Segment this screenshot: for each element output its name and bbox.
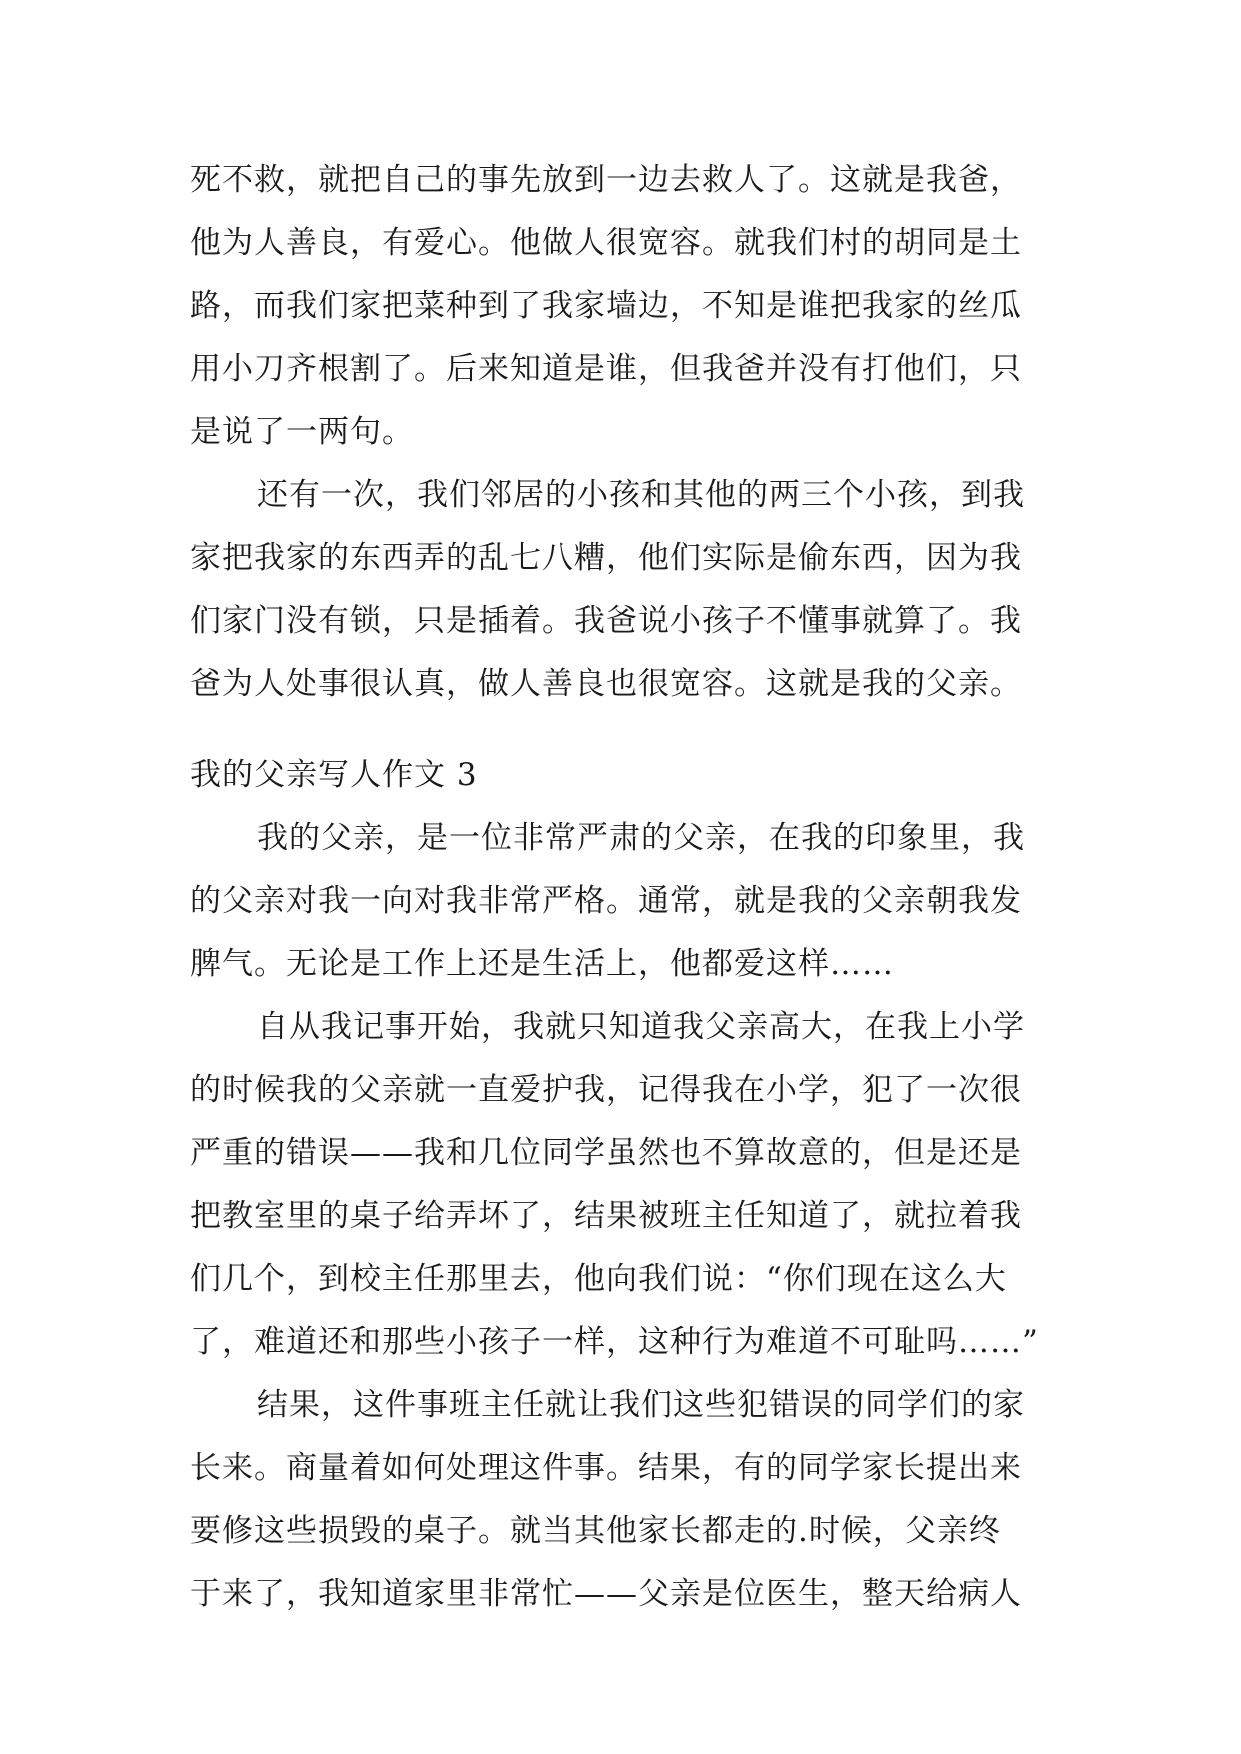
paragraph-line: 的父亲对我一向对我非常严格。通常，就是我的父亲朝我发 xyxy=(190,883,1022,919)
paragraph-line: 结果，这件事班主任就让我们这些犯错误的同学们的家 xyxy=(257,1387,1025,1423)
section-heading: 我的父亲写人作文 3 xyxy=(190,757,478,793)
paragraph-line: 爸为人处事很认真，做人善良也很宽容。这就是我的父亲。 xyxy=(190,666,1022,702)
paragraph-line: 了，难道还和那些小孩子一样，这种行为难道不可耻吗……” xyxy=(190,1324,1039,1360)
paragraph-line: 们几个，到校主任那里去，他向我们说：“你们现在这么大 xyxy=(190,1261,1007,1297)
paragraph-line: 把教室里的桌子给弄坏了，结果被班主任知道了，就拉着我 xyxy=(190,1198,1022,1234)
paragraph-line: 自从我记事开始，我就只知道我父亲高大，在我上小学 xyxy=(257,1009,1025,1045)
paragraph-line: 用小刀齐根割了。后来知道是谁，但我爸并没有打他们，只 xyxy=(190,351,1022,387)
paragraph-line: 我的父亲，是一位非常严肃的父亲，在我的印象里，我 xyxy=(257,820,1025,856)
paragraph-line: 他为人善良，有爱心。他做人很宽容。就我们村的胡同是土 xyxy=(190,225,1022,261)
paragraph-line: 严重的错误——我和几位同学虽然也不算故意的，但是还是 xyxy=(190,1135,1022,1171)
paragraph-line: 长来。商量着如何处理这件事。结果，有的同学家长提出来 xyxy=(190,1450,1022,1486)
paragraph-line: 脾气。无论是工作上还是生活上，他都爱这样…… xyxy=(190,946,894,982)
paragraph-line: 们家门没有锁，只是插着。我爸说小孩子不懂事就算了。我 xyxy=(190,603,1022,639)
paragraph-line: 还有一次，我们邻居的小孩和其他的两三个小孩，到我 xyxy=(257,477,1025,513)
paragraph-line: 家把我家的东西弄的乱七八糟，他们实际是偷东西，因为我 xyxy=(190,540,1022,576)
paragraph-line: 死不救，就把自己的事先放到一边去救人了。这就是我爸， xyxy=(190,162,1022,198)
paragraph-line: 的时候我的父亲就一直爱护我，记得我在小学，犯了一次很 xyxy=(190,1072,1022,1108)
paragraph-line: 是说了一两句。 xyxy=(190,414,414,450)
paragraph-line: 要修这些损毁的桌子。就当其他家长都走的.时候，父亲终 xyxy=(190,1513,1001,1549)
paragraph-line: 于来了，我知道家里非常忙——父亲是位医生，整天给病人 xyxy=(190,1576,1022,1612)
paragraph-line: 路，而我们家把菜种到了我家墙边，不知是谁把我家的丝瓜 xyxy=(190,288,1022,324)
